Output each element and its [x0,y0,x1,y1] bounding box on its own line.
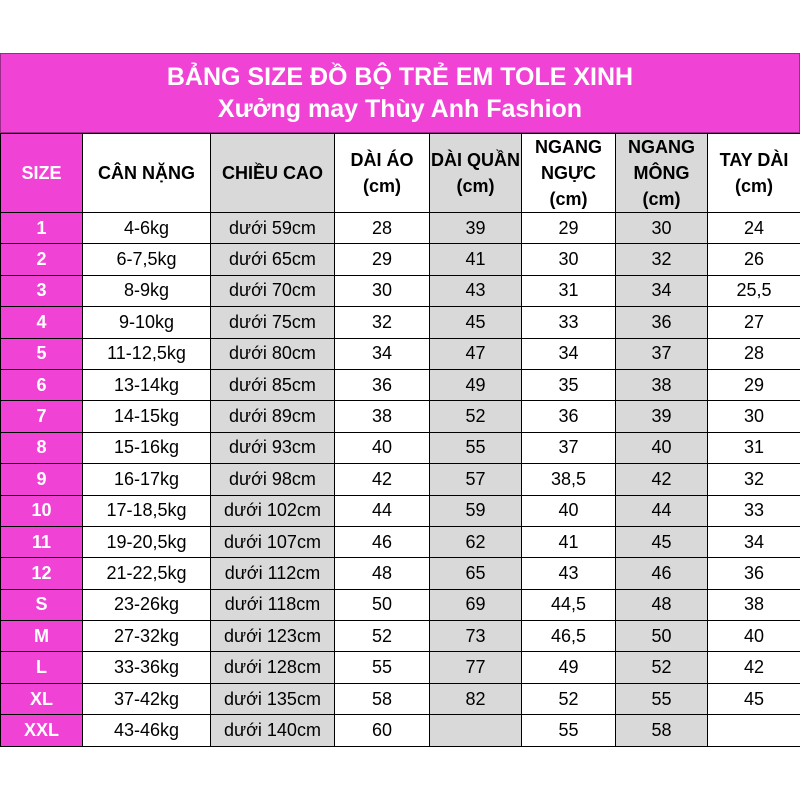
chest-width-cell: 34 [522,338,616,369]
table-row [1,401,800,432]
table-row [1,621,800,652]
weight-cell: 23-26kg [83,589,211,620]
pants-length-cell: 57 [430,464,522,495]
weight-cell: 27-32kg [83,621,211,652]
sleeve-length-cell: 32 [708,464,800,495]
hip-width-cell: 36 [616,307,708,338]
weight-cell: 11-12,5kg [83,338,211,369]
sleeve-length-cell: 24 [708,213,800,244]
hip-width-cell: 58 [616,715,708,746]
chest-width-cell: 30 [522,244,616,275]
height-cell: dưới 65cm [211,244,335,275]
shirt-length-cell: 50 [335,589,430,620]
table-row [1,307,800,338]
hip-width-cell: 44 [616,495,708,526]
weight-cell: 15-16kg [83,432,211,463]
hip-width-cell: 30 [616,213,708,244]
title-banner [0,53,800,133]
sleeve-length-cell: 31 [708,432,800,463]
size-cell: 6 [1,369,83,400]
shirt-length-cell: 30 [335,275,430,306]
table-row [1,715,800,746]
table-row [1,464,800,495]
hip-width-cell: 48 [616,589,708,620]
size-cell: 12 [1,558,83,589]
pants-length-cell: 77 [430,652,522,683]
sleeve-length-cell [708,715,800,746]
sleeve-length-cell: 34 [708,526,800,557]
chest-width-cell: 55 [522,715,616,746]
chest-width-cell: 41 [522,526,616,557]
size-cell: S [1,589,83,620]
shirt-length-cell: 55 [335,652,430,683]
weight-cell: 43-46kg [83,715,211,746]
shirt-length-cell: 38 [335,401,430,432]
pants-length-cell: 43 [430,275,522,306]
pants-length-cell: 65 [430,558,522,589]
chest-width-cell: 33 [522,307,616,338]
size-cell: 8 [1,432,83,463]
hip-width-cell: 46 [616,558,708,589]
table-row [1,526,800,557]
header-chest-width: NGANG NGỰC (cm) [522,134,616,213]
pants-length-cell: 62 [430,526,522,557]
sleeve-length-cell: 30 [708,401,800,432]
table-row [1,213,800,244]
height-cell: dưới 123cm [211,621,335,652]
size-cell: XXL [1,715,83,746]
size-chart [0,53,800,748]
weight-cell: 33-36kg [83,652,211,683]
pants-length-cell: 47 [430,338,522,369]
weight-cell: 19-20,5kg [83,526,211,557]
size-cell: XL [1,683,83,714]
size-cell: M [1,621,83,652]
height-cell: dưới 102cm [211,495,335,526]
height-cell: dưới 59cm [211,213,335,244]
table-body [1,213,800,747]
shirt-length-cell: 32 [335,307,430,338]
weight-cell: 37-42kg [83,683,211,714]
weight-cell: 16-17kg [83,464,211,495]
size-cell: 5 [1,338,83,369]
pants-length-cell: 82 [430,683,522,714]
size-cell: L [1,652,83,683]
sleeve-length-cell: 33 [708,495,800,526]
chest-width-cell: 31 [522,275,616,306]
sleeve-length-cell: 27 [708,307,800,338]
height-cell: dưới 135cm [211,683,335,714]
pants-length-cell: 41 [430,244,522,275]
chest-width-cell: 49 [522,652,616,683]
chest-width-cell: 35 [522,369,616,400]
shirt-length-cell: 58 [335,683,430,714]
shirt-length-cell: 36 [335,369,430,400]
weight-cell: 17-18,5kg [83,495,211,526]
shirt-length-cell: 52 [335,621,430,652]
sleeve-length-cell: 38 [708,589,800,620]
height-cell: dưới 118cm [211,589,335,620]
shirt-length-cell: 48 [335,558,430,589]
chest-width-cell: 46,5 [522,621,616,652]
header-weight: CÂN NẶNG [83,134,211,213]
size-table [0,133,800,747]
height-cell: dưới 98cm [211,464,335,495]
hip-width-cell: 34 [616,275,708,306]
weight-cell: 6-7,5kg [83,244,211,275]
height-cell: dưới 75cm [211,307,335,338]
pants-length-cell: 45 [430,307,522,338]
sleeve-length-cell: 25,5 [708,275,800,306]
height-cell: dưới 140cm [211,715,335,746]
hip-width-cell: 45 [616,526,708,557]
chest-width-cell: 36 [522,401,616,432]
shirt-length-cell: 34 [335,338,430,369]
table-row [1,589,800,620]
table-row [1,683,800,714]
height-cell: dưới 128cm [211,652,335,683]
size-cell: 7 [1,401,83,432]
chest-width-cell: 52 [522,683,616,714]
shirt-length-cell: 60 [335,715,430,746]
sleeve-length-cell: 28 [708,338,800,369]
shirt-length-cell: 28 [335,213,430,244]
shirt-length-cell: 29 [335,244,430,275]
pants-length-cell: 59 [430,495,522,526]
table-row [1,244,800,275]
header-shirt-length: DÀI ÁO (cm) [335,134,430,213]
size-cell: 11 [1,526,83,557]
weight-cell: 14-15kg [83,401,211,432]
header-height: CHIỀU CAO [211,134,335,213]
chart-title: BẢNG SIZE ĐỒ BỘ TRẺ EM TOLE XINH [166,63,634,91]
hip-width-cell: 42 [616,464,708,495]
shirt-length-cell: 42 [335,464,430,495]
height-cell: dưới 80cm [211,338,335,369]
height-cell: dưới 85cm [211,369,335,400]
hip-width-cell: 39 [616,401,708,432]
hip-width-cell: 55 [616,683,708,714]
pants-length-cell: 39 [430,213,522,244]
pants-length-cell: 49 [430,369,522,400]
size-cell: 2 [1,244,83,275]
table-row [1,495,800,526]
height-cell: dưới 107cm [211,526,335,557]
hip-width-cell: 40 [616,432,708,463]
pants-length-cell: 69 [430,589,522,620]
weight-cell: 4-6kg [83,213,211,244]
chart-subtitle: Xưởng may Thùy Anh Fashion [217,95,583,123]
pants-length-cell: 73 [430,621,522,652]
size-cell: 9 [1,464,83,495]
chest-width-cell: 44,5 [522,589,616,620]
size-cell: 3 [1,275,83,306]
hip-width-cell: 50 [616,621,708,652]
pants-length-cell: 55 [430,432,522,463]
sleeve-length-cell: 26 [708,244,800,275]
weight-cell: 21-22,5kg [83,558,211,589]
table-row [1,369,800,400]
shirt-length-cell: 40 [335,432,430,463]
size-cell: 4 [1,307,83,338]
pants-length-cell [430,715,522,746]
shirt-length-cell: 46 [335,526,430,557]
header-pants-length: DÀI QUẦN (cm) [430,134,522,213]
size-cell: 10 [1,495,83,526]
sleeve-length-cell: 29 [708,369,800,400]
weight-cell: 13-14kg [83,369,211,400]
pants-length-cell: 52 [430,401,522,432]
chest-width-cell: 29 [522,213,616,244]
table-row [1,558,800,589]
chest-width-cell: 40 [522,495,616,526]
sleeve-length-cell: 40 [708,621,800,652]
sleeve-length-cell: 45 [708,683,800,714]
sleeve-length-cell: 42 [708,652,800,683]
chest-width-cell: 37 [522,432,616,463]
weight-cell: 8-9kg [83,275,211,306]
sleeve-length-cell: 36 [708,558,800,589]
header-row [1,134,800,213]
table-row [1,275,800,306]
table-row [1,652,800,683]
chest-width-cell: 38,5 [522,464,616,495]
weight-cell: 9-10kg [83,307,211,338]
header-hip-width: NGANG MÔNG (cm) [616,134,708,213]
shirt-length-cell: 44 [335,495,430,526]
chest-width-cell: 43 [522,558,616,589]
size-cell: 1 [1,213,83,244]
table-row [1,338,800,369]
hip-width-cell: 52 [616,652,708,683]
hip-width-cell: 32 [616,244,708,275]
height-cell: dưới 93cm [211,432,335,463]
hip-width-cell: 38 [616,369,708,400]
hip-width-cell: 37 [616,338,708,369]
header-size: SIZE [1,134,83,213]
height-cell: dưới 89cm [211,401,335,432]
table-row [1,432,800,463]
header-sleeve-length: TAY DÀI (cm) [708,134,800,213]
height-cell: dưới 112cm [211,558,335,589]
height-cell: dưới 70cm [211,275,335,306]
